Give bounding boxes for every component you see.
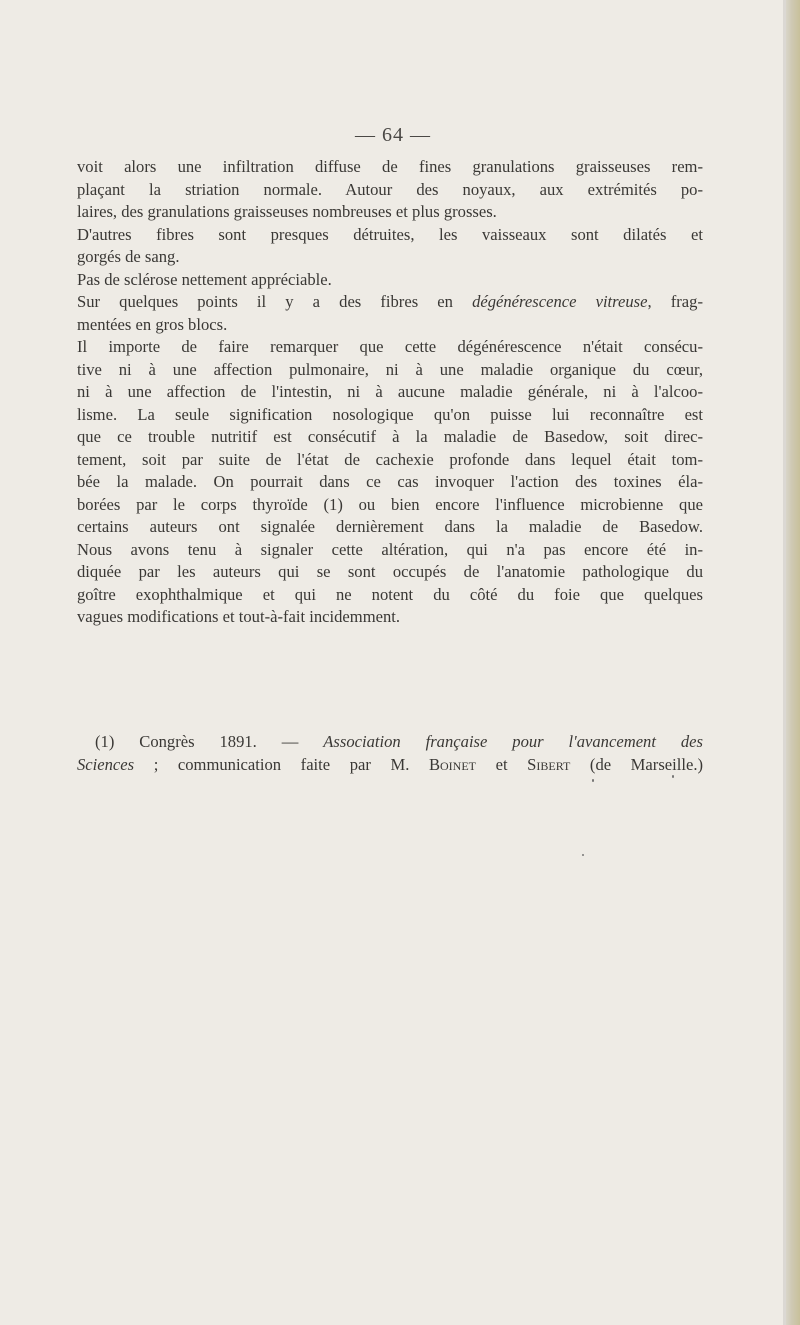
text-line: Il importe de faire remarquer que cette dégénérescence n'était consécu-: [77, 337, 703, 356]
text-segment: Sur quelques points il y a des fibres en: [77, 292, 453, 311]
text-line: Nous avons tenu à signaler cette altération, qui n'a pas encore été in-: [77, 539, 703, 559]
text-line: lisme. La seule signification nosologique qu'on puisse lui reconnaître est: [77, 404, 703, 424]
footnote-text: ; communication faite par M.: [153, 754, 410, 774]
footnote-title-cont: Sciences: [77, 754, 135, 774]
footnote-line: [77, 731, 703, 754]
text-line: gorgés de sang.: [77, 247, 180, 266]
text-line: goître exophthalmique et qui ne notent du côté du foie que quelques: [77, 584, 703, 604]
footnote-line: [77, 754, 703, 777]
footnote-title: Association française pour l'avancement des: [323, 732, 703, 751]
paper-speck: [592, 779, 594, 782]
text-line: D'autres fibres sont presques détruites, les vaisseaux sont dilatés et: [77, 224, 703, 244]
paper-speck: [582, 854, 584, 856]
text-line: bée la malade. On pourrait dans ce cas invoquer l'action des toxines éla-: [77, 472, 703, 491]
text-line: certains auteurs ont signalée dernièrement dans la maladie de Basedow.: [77, 517, 703, 536]
footnote-author: Sibert: [527, 754, 571, 774]
text-line: que ce trouble nutritif est consécutif à la maladie de Basedow, soit direc-: [77, 427, 703, 446]
footnote-author: Boinet: [428, 754, 477, 774]
italic-term: dégénérescence vitreuse: [472, 292, 648, 311]
text-line: laires, des granulations graisseuses nombreuses et plus grosses.: [77, 202, 497, 221]
text-line: vagues modifications et tout-à-fait incidemment.: [77, 607, 401, 626]
footnote-marker: (1) Congrès 1891. —: [95, 732, 299, 751]
text-line: tement, soit par suite de l'état de cachexie profonde dans lequel était tom-: [77, 449, 703, 469]
text-segment: , frag-: [647, 292, 703, 311]
text-line: voit alors une infiltration diffuse de fines granulations graisseuses rem-: [77, 157, 703, 176]
text-line: mentées en gros blocs.: [77, 314, 228, 334]
text-line-mixed: [77, 291, 703, 314]
text-line: ni à une affection de l'intestin, ni à aucune maladie générale, ni à l'alcoo-: [77, 382, 703, 401]
footnote-conj: et: [495, 754, 508, 774]
body-text: [77, 156, 703, 629]
footnote-place: (de Marseille.): [589, 754, 704, 774]
text-line: borées par le corps thyroïde (1) ou bien encore l'influence microbienne que: [77, 494, 703, 514]
footnote: [77, 731, 703, 776]
page-number: — 64 —: [355, 124, 431, 146]
paper-speck: [672, 775, 674, 778]
text-line: plaçant la striation normale. Autour des noyaux, aux extrémités po-: [77, 179, 703, 199]
text-line: tive ni à une affection pulmonaire, ni à une maladie organique du cœur,: [77, 359, 703, 379]
text-line: Pas de sclérose nettement appréciable.: [77, 269, 332, 289]
text-line: diquée par les auteurs qui se sont occupés de l'anatomie pathologique du: [77, 562, 703, 581]
page-edge: [786, 0, 800, 1325]
